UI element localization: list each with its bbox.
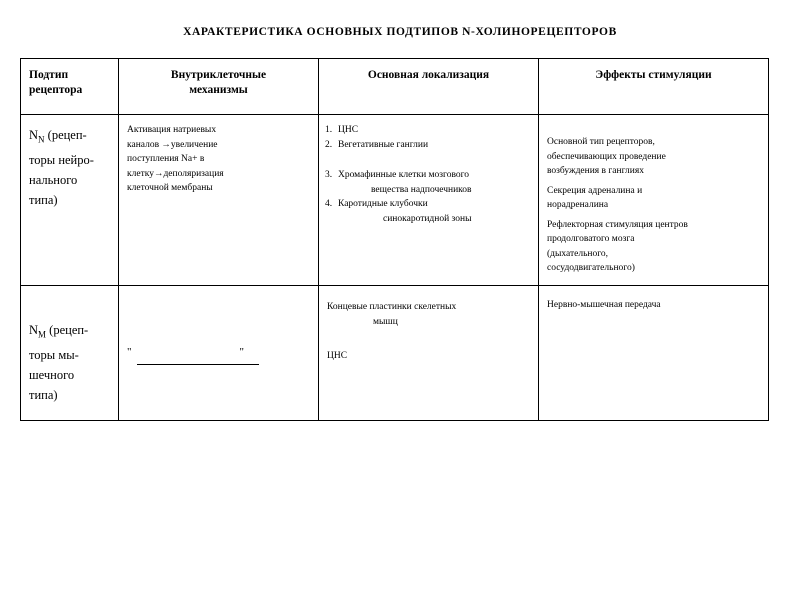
cell-receptor-name-nm	[21, 286, 119, 421]
localization-text-nm	[319, 286, 538, 364]
header-cell-receptor-subtype	[21, 59, 119, 115]
effects-line: Основной тип рецепторов,	[547, 137, 655, 147]
table-row-nm	[21, 286, 769, 421]
receptor-name-nm-line3: шечного	[29, 367, 75, 382]
list-spacer	[325, 152, 530, 168]
receptor-name-nn-line3: нального	[29, 172, 78, 187]
list-text: ЦНС	[338, 125, 359, 135]
receptor-name-nm-line1	[29, 320, 112, 345]
list-item	[325, 138, 530, 153]
list-number: 2.	[325, 139, 333, 150]
mechanisms-ditto-nm	[119, 286, 318, 420]
mechanisms-line: поступления Na+ в	[127, 154, 205, 164]
receptor-subtypes-table	[20, 58, 769, 421]
effects-line: Секреция адреналина и	[547, 185, 643, 196]
list-number: 4.	[325, 199, 333, 209]
list-number: 1.	[325, 125, 333, 135]
header-cell-mechanisms	[119, 59, 319, 115]
receptor-symbol-n: N	[29, 128, 39, 142]
list-item	[325, 197, 530, 226]
receptor-name-nn-line4: типа)	[29, 192, 58, 207]
localization-list-nn	[319, 115, 538, 226]
list-item	[325, 123, 530, 138]
mechanisms-line: клетку→деполяризация	[127, 168, 224, 179]
list-number: 3.	[325, 170, 333, 180]
effects-line: возбуждения в ганглиях	[547, 166, 644, 176]
receptor-name-nm-line2: торы мы-	[29, 347, 79, 362]
effects-line: обеспечивающих проведение	[547, 151, 666, 162]
effects-line: норадреналина	[547, 200, 609, 210]
cell-receptor-name-nn	[21, 115, 119, 286]
mechanisms-line: Активация натриевых	[127, 125, 217, 135]
list-text: Каротидные клубочки	[338, 199, 428, 209]
cell-effects-nn	[539, 115, 769, 286]
mechanisms-line: каналов →увеличение	[127, 139, 218, 150]
receptor-name-nn-rest: (рецеп-	[44, 128, 87, 142]
receptor-name-nn-line2: торы нейро-	[29, 152, 94, 167]
mechanisms-text-nn	[119, 115, 318, 196]
list-text: Вегетативные ганглии	[338, 139, 429, 150]
header-cell-localization	[319, 59, 539, 115]
header-label-localization: Основная локализация	[367, 69, 490, 81]
effects-text-nn	[539, 115, 768, 276]
header-label-receptor-subtype-line2: рецептора	[29, 84, 83, 96]
effects-text-nm	[539, 286, 768, 313]
receptor-name-nm-rest: (рецеп-	[46, 323, 89, 337]
ditto-quote-right: "	[239, 346, 244, 358]
cell-localization-nn	[319, 115, 539, 286]
cell-localization-nm	[319, 286, 539, 421]
header-label-mechanisms-line2: механизмы	[189, 84, 248, 96]
table-header-row	[21, 59, 769, 115]
header-label-mechanisms-line1: Внутриклеточные	[170, 69, 267, 81]
receptor-symbol-n: N	[29, 323, 39, 337]
list-text: Хромафинные клетки мозгового	[338, 170, 470, 180]
ditto-quote-left: "	[127, 346, 132, 358]
receptor-name-nn-line1	[29, 125, 112, 150]
cell-mechanisms-nn	[119, 115, 319, 286]
effects-line: Нервно-мышечная передача	[547, 300, 661, 310]
receptor-subscript-n: N	[38, 134, 45, 145]
header-label-receptor-subtype-line1: Подтип	[29, 69, 69, 81]
localization-items	[325, 123, 530, 226]
ditto-mark	[119, 346, 318, 358]
localization-line: Концевые пластинки скелетных	[327, 302, 457, 312]
list-item	[325, 168, 530, 197]
localization-line: ЦНС	[327, 351, 348, 361]
receptor-name-nm	[21, 286, 118, 405]
list-text-continued: синокаротидной зоны	[383, 213, 472, 224]
cell-mechanisms-nm	[119, 286, 319, 421]
mechanisms-line: клеточной мембраны	[127, 183, 213, 193]
effects-line: Рефлекторная стимуляция центров	[547, 219, 688, 230]
effects-line: сосудодвигательного)	[547, 263, 635, 273]
effects-line: продолговатого мозга	[547, 234, 635, 244]
receptor-subscript-m: М	[38, 329, 47, 340]
localization-spacer	[325, 329, 530, 349]
effects-line: (дыхательного,	[547, 248, 609, 259]
localization-line: мышц	[373, 316, 398, 327]
cell-effects-nm	[539, 286, 769, 421]
receptor-name-nn	[21, 115, 118, 210]
page-title: ХАРАКТЕРИСТИКА ОСНОВНЫХ ПОДТИПОВ N-ХОЛИНОРЕЦЕПТОРОВ	[183, 26, 617, 38]
receptor-name-nm-line4: типа)	[29, 387, 58, 402]
ditto-underline	[137, 364, 259, 365]
list-text-continued: вещества надпочечников	[371, 184, 472, 195]
header-cell-effects	[539, 59, 769, 115]
header-label-effects: Эффекты стимуляции	[595, 69, 712, 81]
table-row-nn	[21, 115, 769, 286]
